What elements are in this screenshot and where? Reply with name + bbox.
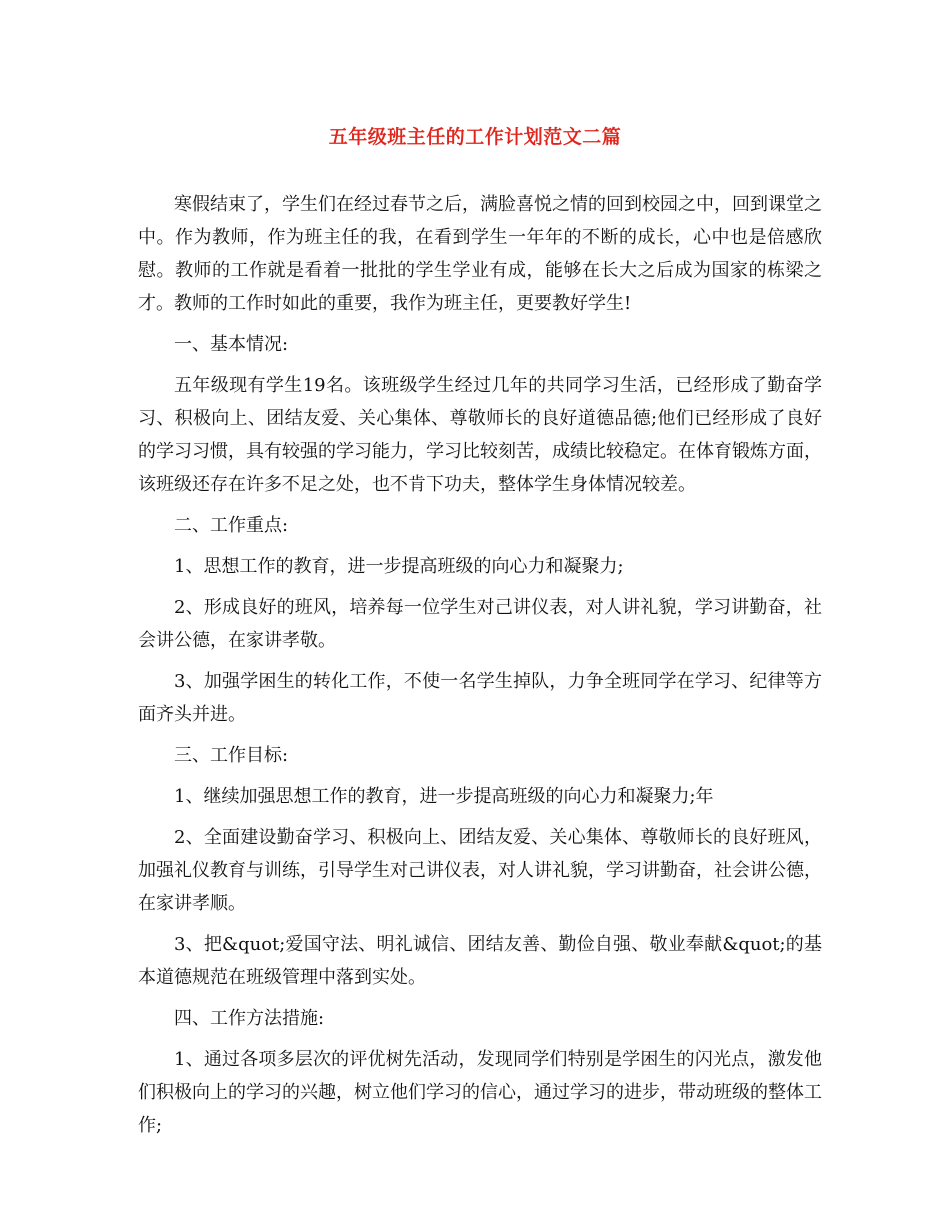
section-heading-work-goals: 三、工作目标: [174, 745, 289, 766]
methods-item-1: 1、通过各项多层次的评优树先活动，发现同学们特别是学困生的闪光点，激发他们积极向上的学习的兴趣，树立他们学习的信心，通过学习的进步，带动班级的整体工作; [138, 1049, 822, 1136]
section-heading-work-focus: 二、工作重点: [174, 515, 289, 536]
work-goals-item-3: 3、把&quot;爱国守法、明礼诚信、团结友善、勤俭自强、敬业奉献&quot;的基本道德规范在班级管理中落到实处。 [138, 934, 822, 988]
work-focus-item-1: 1、思想工作的教育，进一步提高班级的向心力和凝聚力; [174, 556, 624, 577]
work-focus-item-2: 2、形成良好的班风，培养每一位学生对己讲仪表，对人讲礼貌，学习讲勤奋，社会讲公德，在家讲孝敬。 [138, 597, 822, 651]
document-title: 五年级班主任的工作计划范文二篇 [328, 126, 622, 148]
section-heading-basic-situation: 一、基本情况: [174, 334, 289, 355]
intro-paragraph: 寒假结束了，学生们在经过春节之后，满脸喜悦之情的回到校园之中，回到课堂之中。作为教师，作为班主任的我，在看到学生一年年的不断的成长，心中也是倍感欣慰。教师的工作就是看着一批批的学生学业有成，能够在长大之后成为国家的栋梁之才。教师的工作时如此的重要，我作为班主任，更要教好学生! [138, 194, 822, 314]
section-heading-methods: 四、工作方法措施: [174, 1008, 325, 1029]
work-focus-item-3: 3、加强学困生的转化工作，不使一名学生掉队，力争全班同学在学习、纪律等方面齐头并进。 [138, 671, 822, 725]
document-body [138, 188, 822, 1150]
work-goals-item-2: 2、全面建设勤奋学习、积极向上、团结友爱、关心集体、尊敬师长的良好班风，加强礼仪教育与训练，引导学生对己讲仪表，对人讲礼貌，学习讲勤奋，社会讲公德，在家讲孝顺。 [138, 827, 822, 914]
basic-situation-paragraph: 五年级现有学生19名。该班级学生经过几年的共同学习生活，已经形成了勤奋学习、积极向上、团结友爱、关心集体、尊敬师长的良好道德品德;他们已经形成了良好的学习习惯，具有较强的学习能力，学习比较刻苦，成绩比较稳定。在体育锻炼方面，该班级还存在许多不足之处，也不肯下功夫，整体学生身体情况较差。 [138, 375, 822, 495]
work-goals-item-1: 1、继续加强思想工作的教育，进一步提高班级的向心力和凝聚力;年 [174, 786, 714, 807]
